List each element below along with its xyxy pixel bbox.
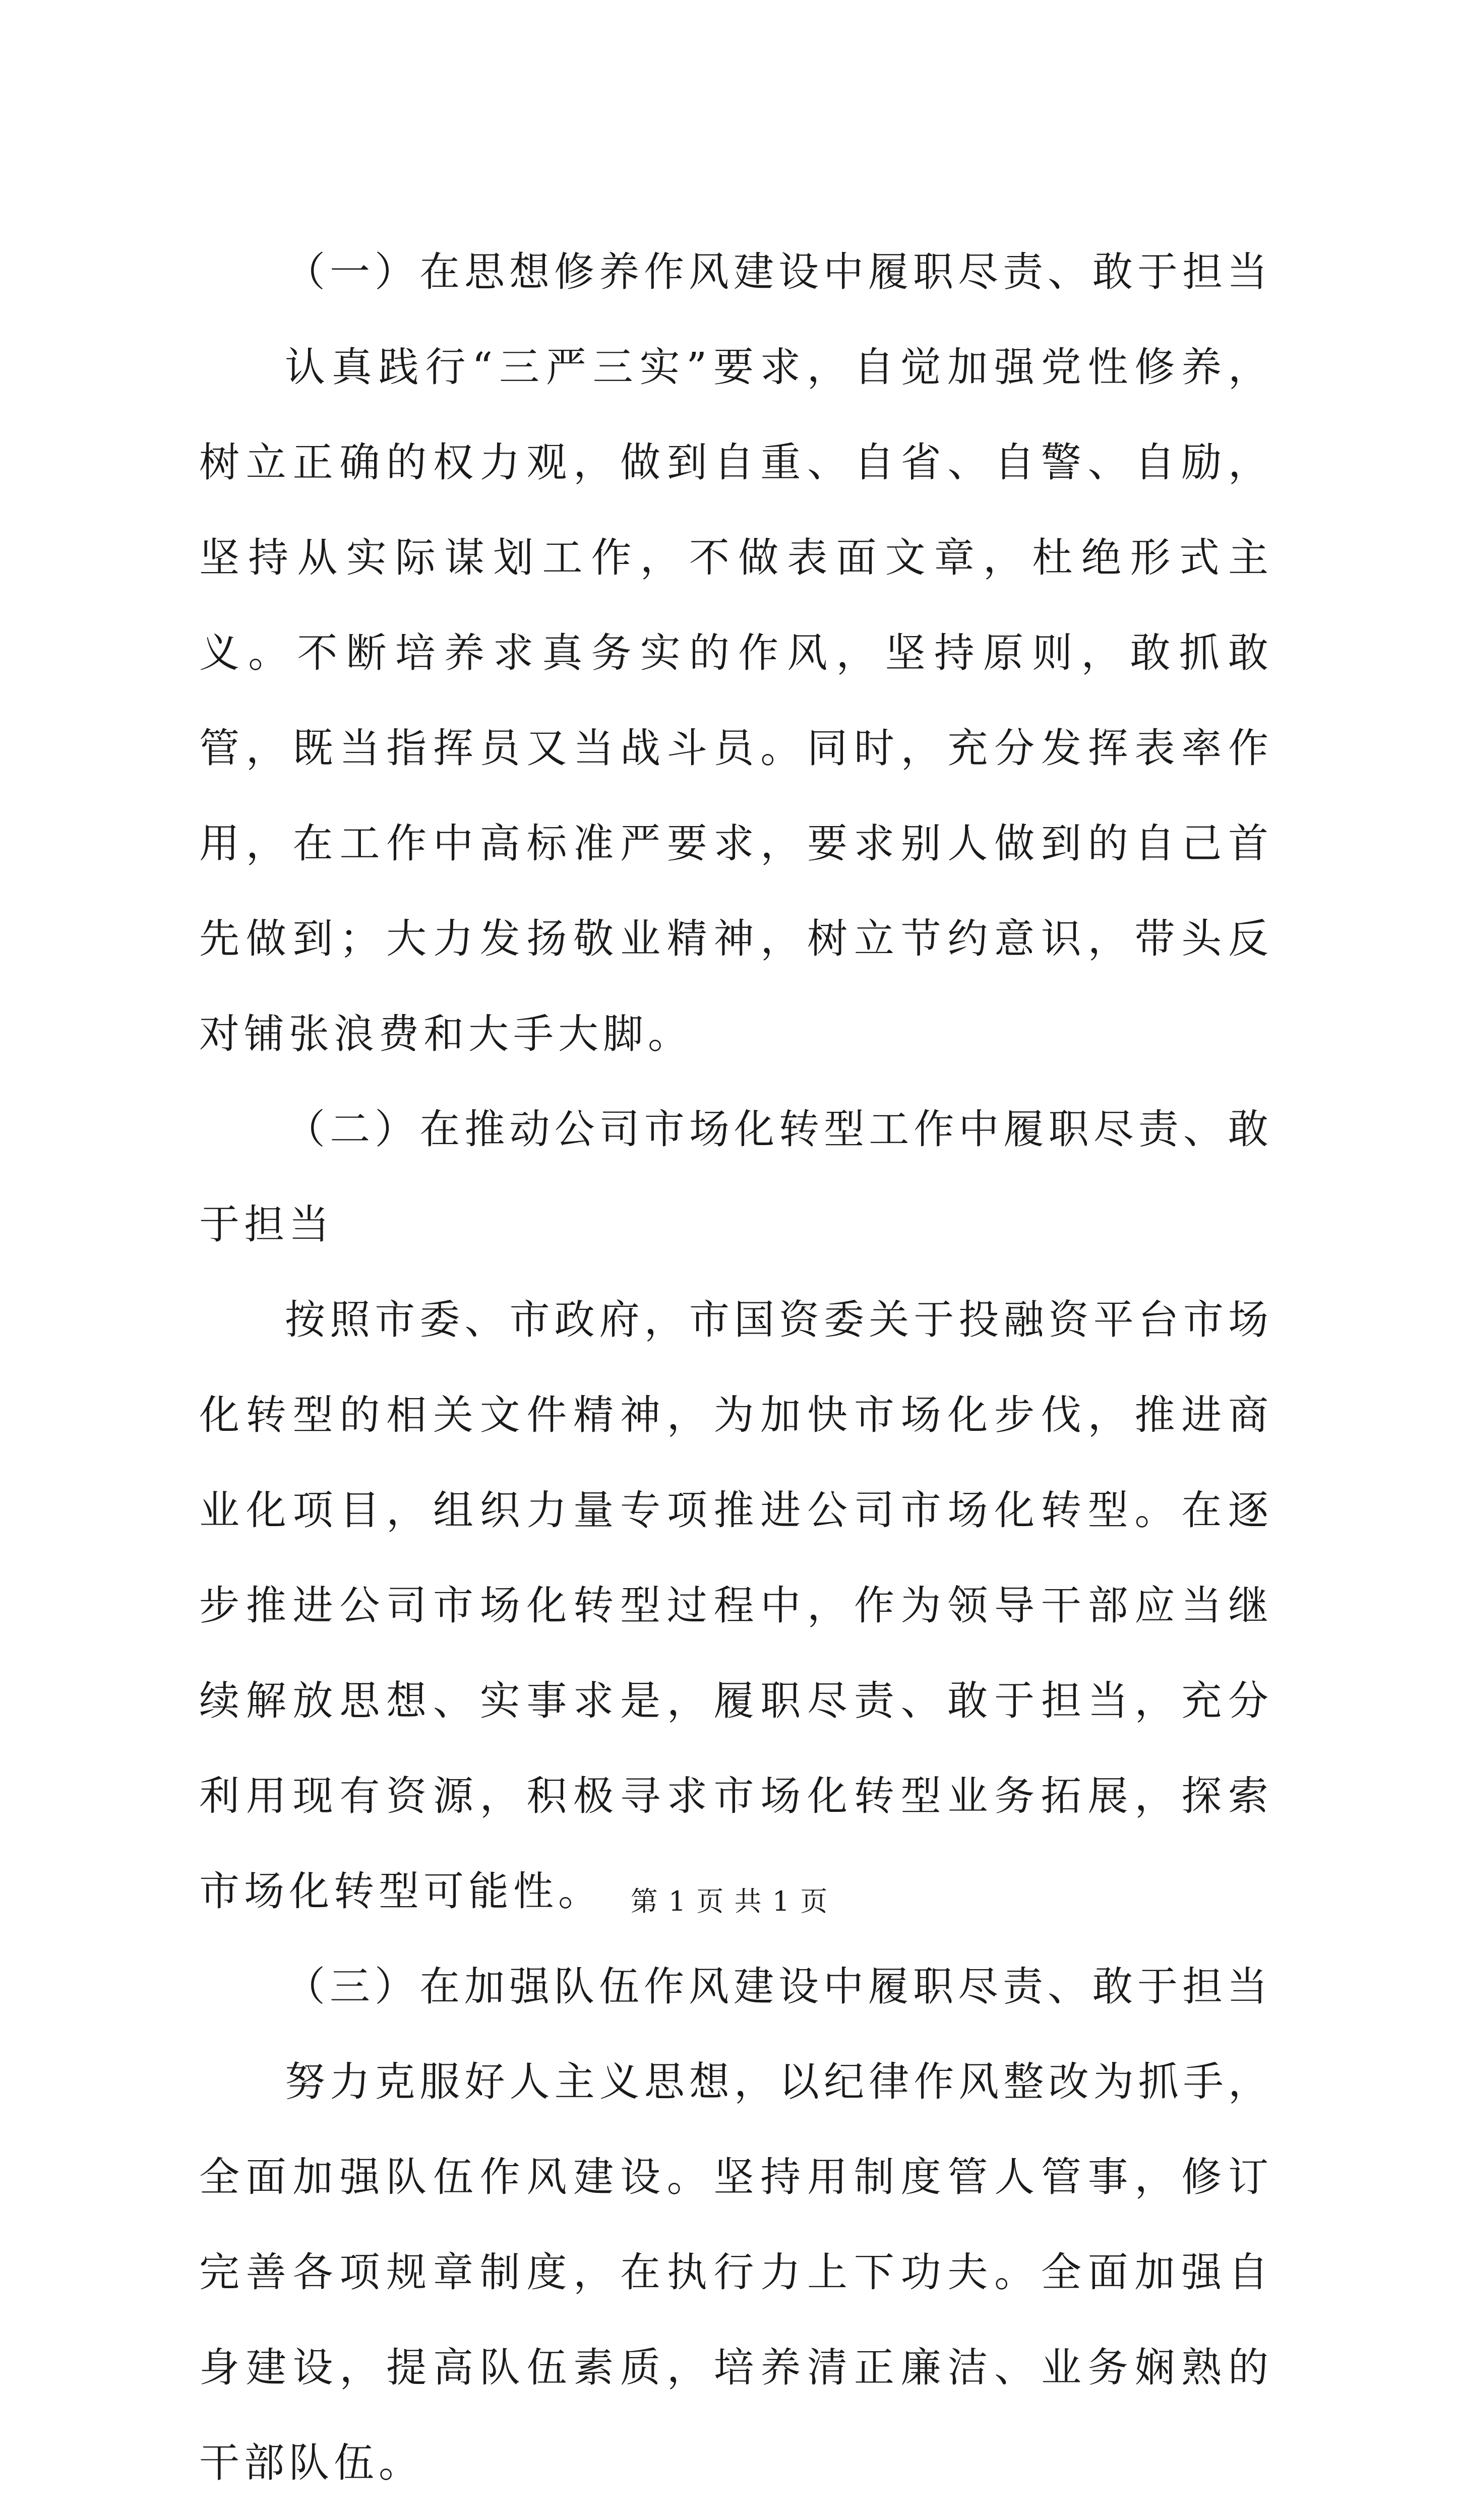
document-body — [199, 224, 1273, 2520]
section-1-paragraph: 认真践行“三严三实”要求，自觉加强党性修养，树立正确的权力观，做到自重、自省、自警、自励，坚持从实际谋划工作，不做表面文章，杜绝形式主义。不断培养求真务实的作风，坚持原则，敢抓敢管，既当指挥员又当战斗员。同时，充分发挥表率作用，在工作中高标准严要求，要求别人做到的自己首先做到；大力发扬敬业精神，树立节约意识，带头反对铺张浪费和大手大脚。 — [199, 344, 1273, 1057]
section-1-heading: （一）在思想修养作风建设中履职尽责、敢于担当 — [285, 248, 1272, 295]
section-3-paragraph: 努力克服好人主义思想，以纪律作风整改为抓手，全面加强队伍作风建设。坚持用制度管人管事，修订完善各项规章制度，在执行力上下功夫。全面加强自身建设，提高队伍素质，培养清正廉洁、业务娴熟的干部队伍。 — [199, 2058, 1273, 2486]
section-3-heading: （三）在加强队伍作风建设中履职尽责、敢于担当 — [285, 1963, 1272, 2010]
page-footer: 第 1 页 共 1 页 — [630, 1885, 829, 1917]
section-2-heading: （二）在推动公司市场化转型工作中履职尽责、敢于担当 — [199, 1106, 1273, 1248]
section-2-paragraph: 按照市委、市政府，市国资委关于投融资平台市场化转型的相关文件精神，为加快市场化步伐，推进商业化项目，组织力量专项推进公司市场化转型。在逐步推进公司市场化转型过程中，作为领导干部应当继续解放思想、实事求是，履职尽责、敢于担当，充分利用现有资源，积极寻求市场化转型业务拓展，探索市场化转型可能性。 — [199, 1296, 1273, 1915]
closing-paragraph — [199, 2510, 1273, 2520]
